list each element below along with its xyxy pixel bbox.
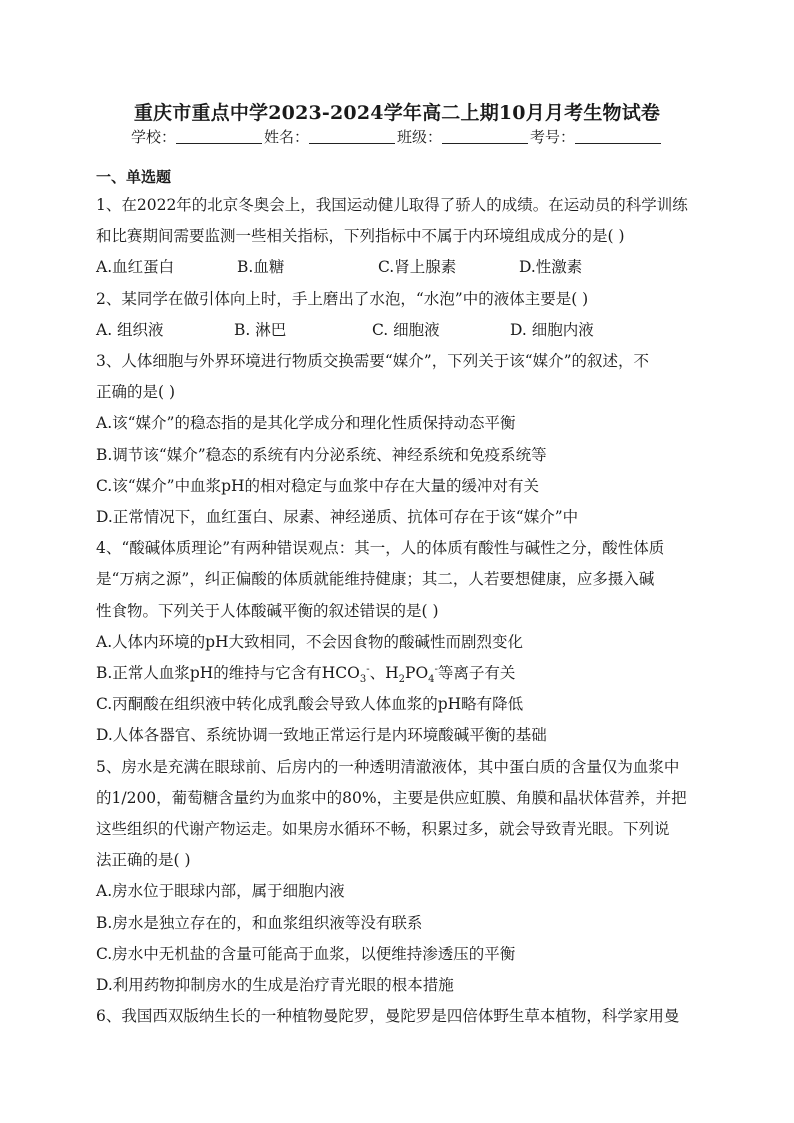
question-3-option-b[interactable]: B.调节该“媒介”稳态的系统有内分泌系统、神经系统和免疫系统等 [96,445,547,464]
question-3-option-c[interactable]: C.该“媒介”中血浆pH的相对稳定与血浆中存在大量的缓冲对有关 [96,476,540,495]
question-4-option-a[interactable]: A.人体内环境的pH大致相同，不会因食物的酸碱性而剧烈变化 [96,632,524,651]
question-5 [96,752,700,1002]
name-label: 姓名： [263,128,309,146]
question-5-stem-line-3: 这些组织的代谢产物运走。如果房水循环不畅，积累过多，就会导致青光眼。下列说 [96,820,670,839]
question-3-stem-line-1: 3、人体细胞与外界环境进行物质交换需要“媒介”，下列关于该“媒介”的叙述，不 [96,352,650,371]
number-blank[interactable] [575,129,661,144]
question-4-stem-line-1: 4、“酸碱体质理论”有两种错误观点：其一，人的体质有酸性与碱性之分，酸性体质 [96,539,665,558]
school-blank[interactable] [176,129,262,144]
question-1-stem-line-2: 和比赛期间需要监测一些相关指标，下列指标中不属于内环境组成成分的是( ) [96,227,625,246]
question-3 [96,346,700,533]
question-1-option-b[interactable]: B.血糖 [237,258,285,277]
question-5-option-b[interactable]: B.房水是独立存在的，和血浆组织液等没有联系 [96,913,423,932]
question-1 [96,190,700,284]
question-5-option-d[interactable]: D.利用药物抑制房水的生成是治疗青光眼的根本措施 [96,976,454,995]
question-5-option-c[interactable]: C.房水中无机盐的含量可能高于血浆，以便维持渗透压的平衡 [96,944,516,963]
class-label: 班级： [397,128,443,146]
question-4-stem-line-3: 性食物。下列关于人体酸碱平衡的叙述错误的是( ) [96,601,439,620]
question-4-stem-line-2: 是“万病之源”，纠正偏酸的体质就能维持健康；其二，人若要想健康，应多摄入碱 [96,570,655,589]
question-5-stem-line-1: 5、房水是充满在眼球前、后房内的一种透明清澈液体，其中蛋白质的含量仅为血浆中 [96,757,680,776]
question-4-option-d[interactable]: D.人体各器官、系统协调一致地正常运行是内环境酸碱平衡的基础 [96,726,547,745]
section-heading: 一、单选题 [96,168,172,186]
question-6 [96,1001,700,1032]
question-4-option-c[interactable]: C.丙酮酸在组织液中转化成乳酸会导致人体血浆的pH略有降低 [96,695,524,714]
class-blank[interactable] [442,129,528,144]
exam-title: 重庆市重点中学2023-2024学年高二上期10月月考生物试卷 [133,102,661,124]
question-2-options [96,315,700,346]
question-1-stem-line-1: 1、在2022年的北京冬奥会上，我国运动健儿取得了骄人的成绩。在运动员的科学训练 [96,196,688,214]
number-label: 考号： [530,128,576,146]
question-5-option-a[interactable]: A.房水位于眼球内部，属于细胞内液 [96,882,345,901]
question-1-option-c[interactable]: C.肾上腺素 [378,258,457,277]
name-blank[interactable] [309,129,395,144]
question-3-stem-line-2: 正确的是( ) [96,383,176,402]
question-2 [96,284,700,346]
question-3-option-a[interactable]: A.该“媒介”的稳态指的是其化学成分和理化性质保持动态平衡 [96,414,516,433]
question-4-option-b[interactable]: B.正常人血浆pH的维持与它含有$HCO_3^-$、$H_2PO_4^-$等离子有关 [96,663,516,686]
question-2-option-c[interactable]: C. 细胞液 [372,320,440,339]
question-5-stem-line-4: 法正确的是( ) [96,851,191,870]
question-1-option-a[interactable]: A.血红蛋白 [96,258,175,277]
exam-content [96,164,700,1032]
question-2-stem: 2、某同学在做引体向上时，手上磨出了水泡，“水泡”中的液体主要是( ) [96,289,589,308]
question-2-option-b[interactable]: B. 淋巴 [234,320,287,339]
question-3-option-d[interactable]: D.正常情况下，血红蛋白、尿素、神经递质、抗体可存在于该“媒介”中 [96,508,579,527]
question-4 [96,533,700,751]
question-2-option-d[interactable]: D. 细胞内液 [510,320,594,339]
question-2-option-a[interactable]: A. 组织液 [96,320,164,339]
question-6-stem-line-1: 6、我国西双版纳生长的一种植物曼陀罗，曼陀罗是四倍体野生草本植物，科学家用曼 [96,1007,680,1026]
student-info-line [0,126,794,147]
school-label: 学校： [130,128,176,146]
question-1-options [96,252,700,283]
question-1-option-d[interactable]: D.性激素 [519,258,583,277]
question-5-stem-line-2: 的1/200，葡萄糖含量约为血浆中的80%，主要是供应虹膜、角膜和晶状体营养，并把 [96,788,687,807]
